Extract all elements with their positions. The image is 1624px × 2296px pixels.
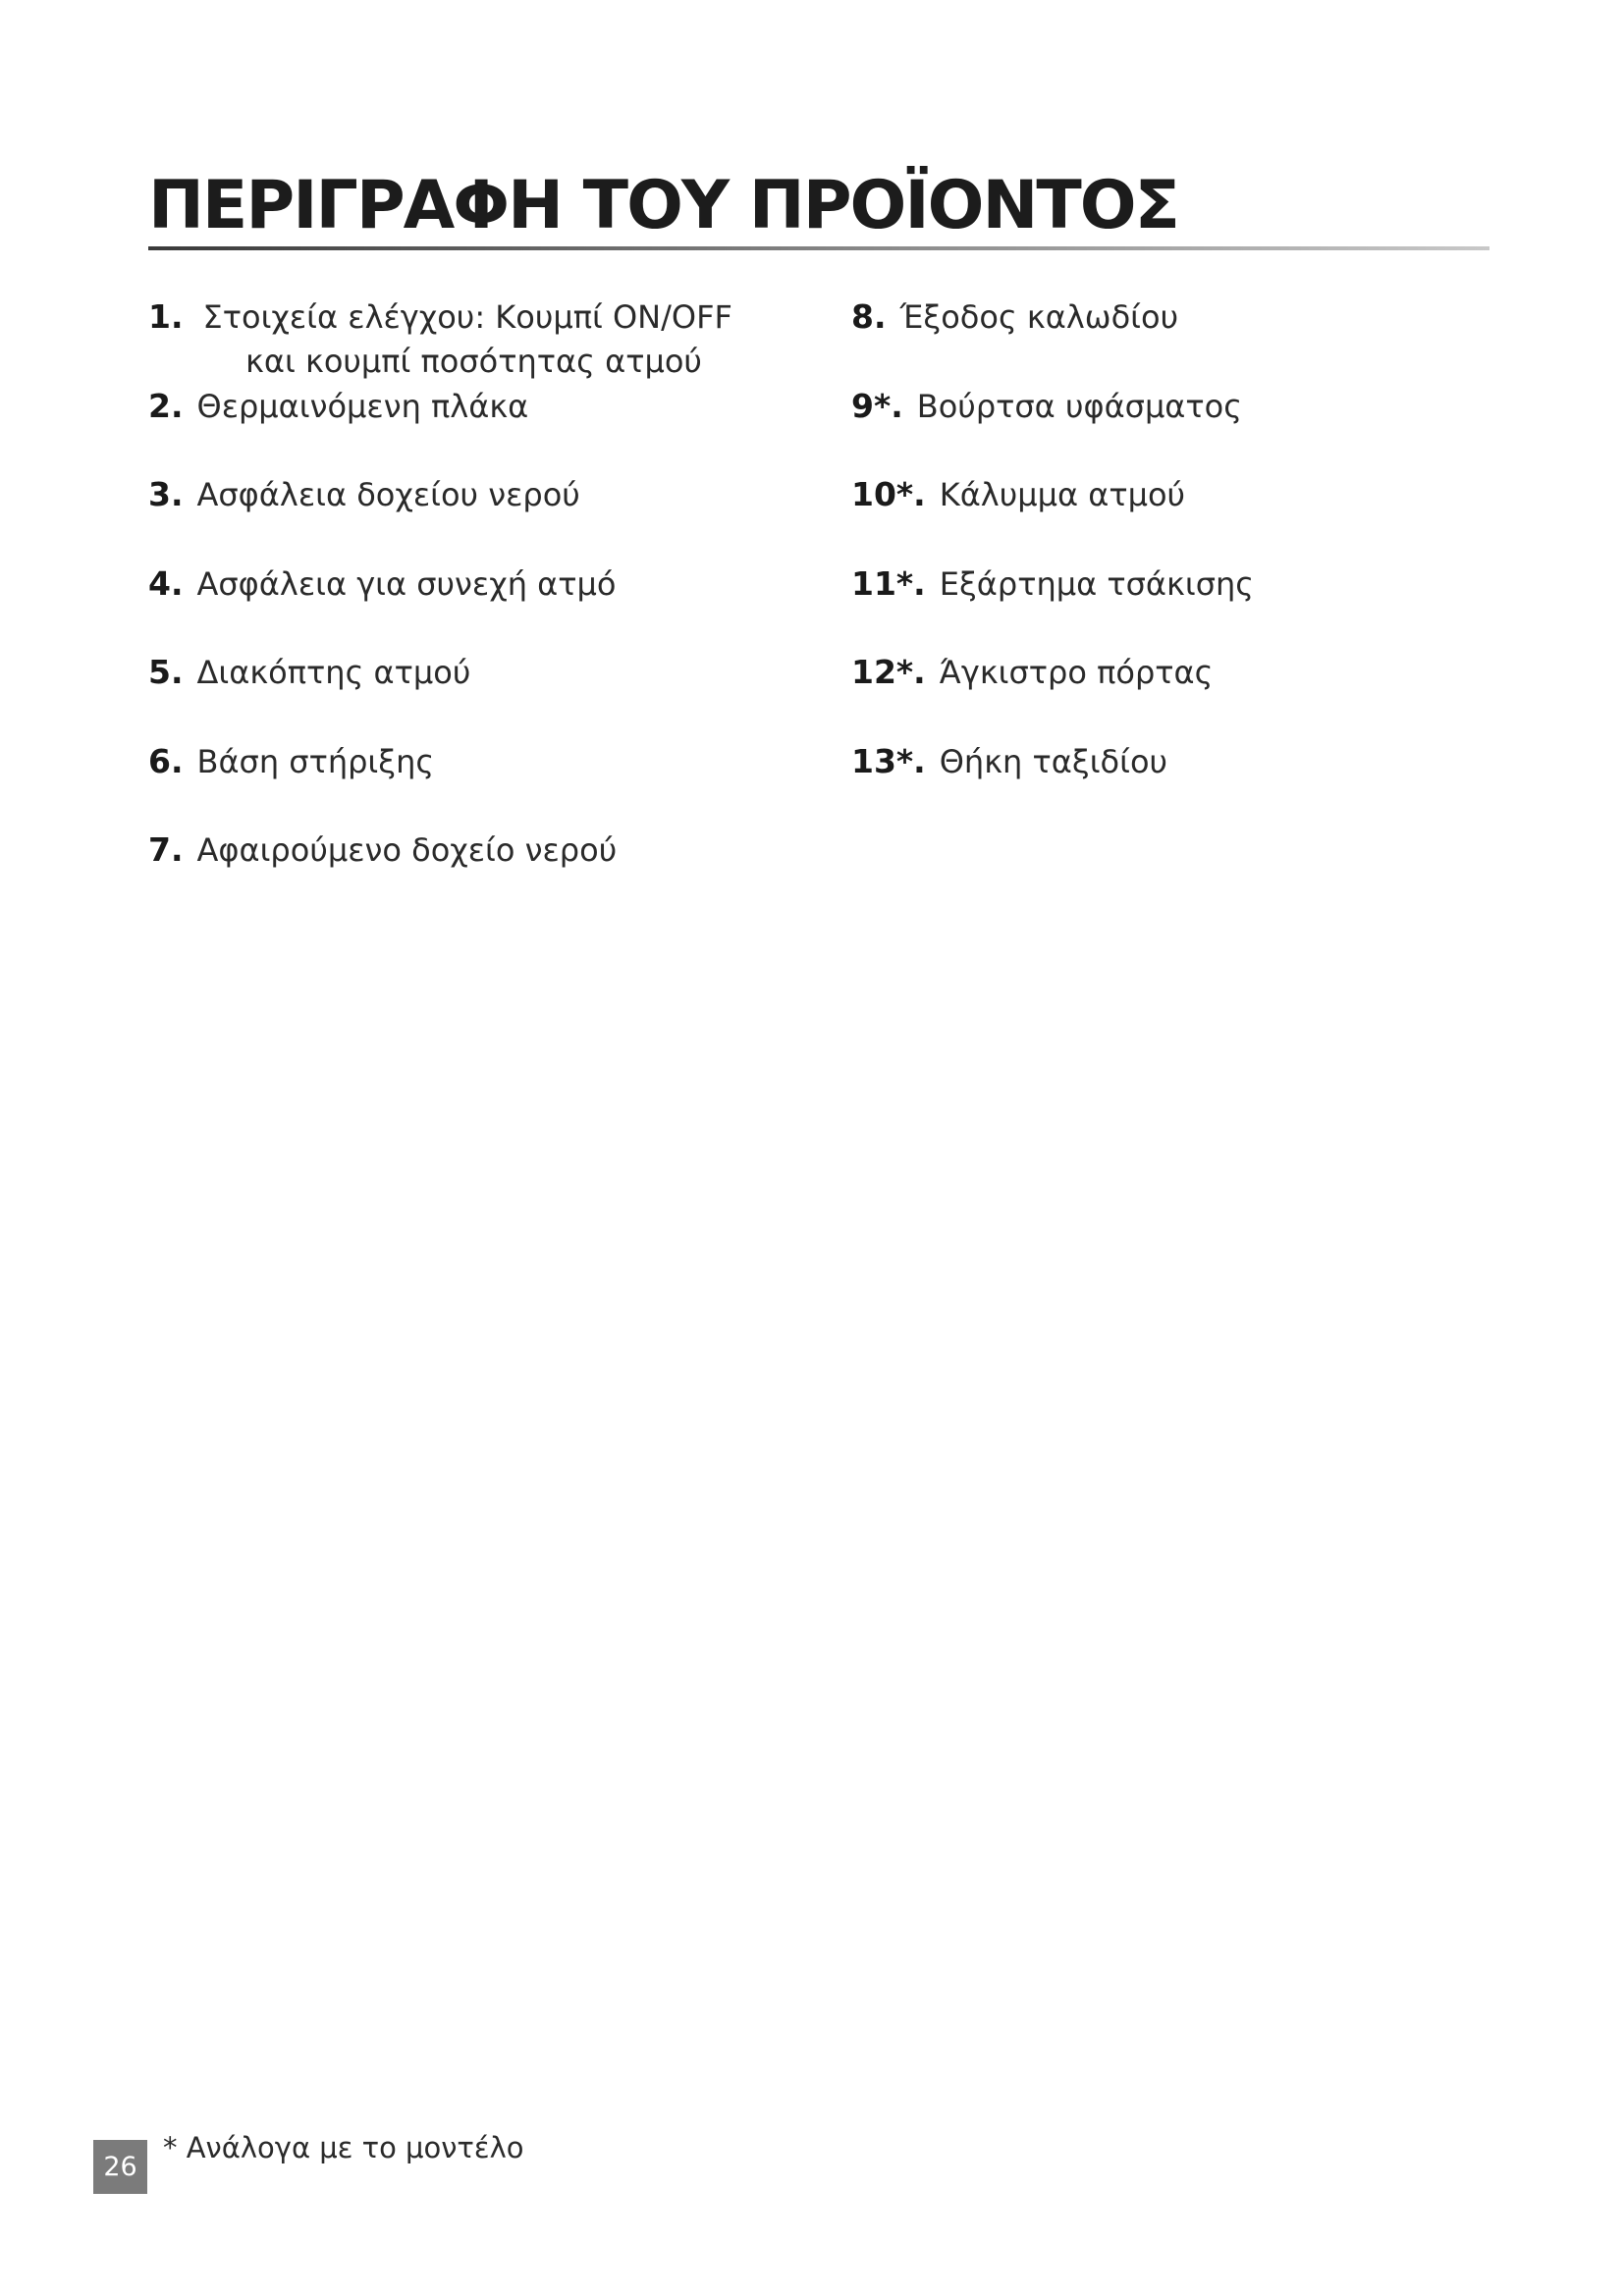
list-item: [851, 739, 1539, 828]
item-label: Στοιχεία ελέγχου: Κουμπί ON/OFF: [202, 298, 732, 336]
item-number: 10*.: [851, 475, 926, 513]
item-label: Έξοδος καλωδίου: [899, 298, 1179, 336]
page-title: ΠΕΡΙΓΡΑΦΗ ΤΟΥ ΠΡΟΪΟΝΤΟΣ: [148, 167, 1179, 244]
item-label: Ασφάλεια για συνεχή ατμό: [196, 564, 617, 603]
item-number: 12*.: [851, 653, 926, 691]
item-number: 3.: [148, 475, 184, 513]
list-item: [148, 294, 836, 384]
item-label-continued: και κουμπί ποσότητας ατμού: [245, 343, 702, 380]
list-item: [851, 384, 1539, 473]
list-item: [148, 472, 836, 561]
item-number: 11*.: [851, 563, 926, 603]
item-label: Αφαιρούμενο δοχείο νερού: [196, 831, 618, 869]
parts-list-left: [148, 294, 836, 917]
list-item: [851, 294, 1539, 384]
item-label: Θήκη ταξιδίου: [939, 742, 1168, 780]
item-label: Ασφάλεια δοχείου νερού: [196, 476, 580, 513]
item-number: 1.: [148, 297, 184, 336]
item-number: 2.: [148, 386, 184, 425]
item-label: Βούρτσα υφάσματος: [916, 387, 1243, 425]
list-item: [148, 739, 836, 828]
item-label: Διακόπτης ατμού: [196, 654, 471, 691]
item-number: 13*.: [851, 741, 926, 780]
item-label: Βάση στήριξης: [196, 742, 435, 780]
footnote: * Ανάλογα με το μοντέλο: [163, 2131, 524, 2164]
parts-list-right: [851, 294, 1539, 828]
list-item: [148, 828, 836, 917]
list-item: [148, 384, 836, 473]
item-label: Εξάρτημα τσάκισης: [939, 564, 1255, 603]
item-number: 4.: [148, 563, 184, 603]
item-number: 7.: [148, 830, 184, 869]
list-item: [148, 650, 836, 739]
item-number: 5.: [148, 653, 184, 691]
item-label: Άγκιστρο πόρτας: [939, 654, 1214, 691]
page-number-badge: 26: [93, 2140, 147, 2194]
title-underline: [148, 246, 1489, 250]
list-item: [851, 650, 1539, 739]
item-number: 8.: [851, 297, 887, 336]
item-number: 6.: [148, 741, 184, 780]
list-item: [851, 472, 1539, 561]
item-label: Κάλυμμα ατμού: [939, 476, 1186, 513]
list-item: [148, 561, 836, 651]
item-number: 9*.: [851, 386, 903, 425]
list-item: [851, 561, 1539, 651]
item-label: Θερμαινόμενη πλάκα: [196, 387, 529, 425]
